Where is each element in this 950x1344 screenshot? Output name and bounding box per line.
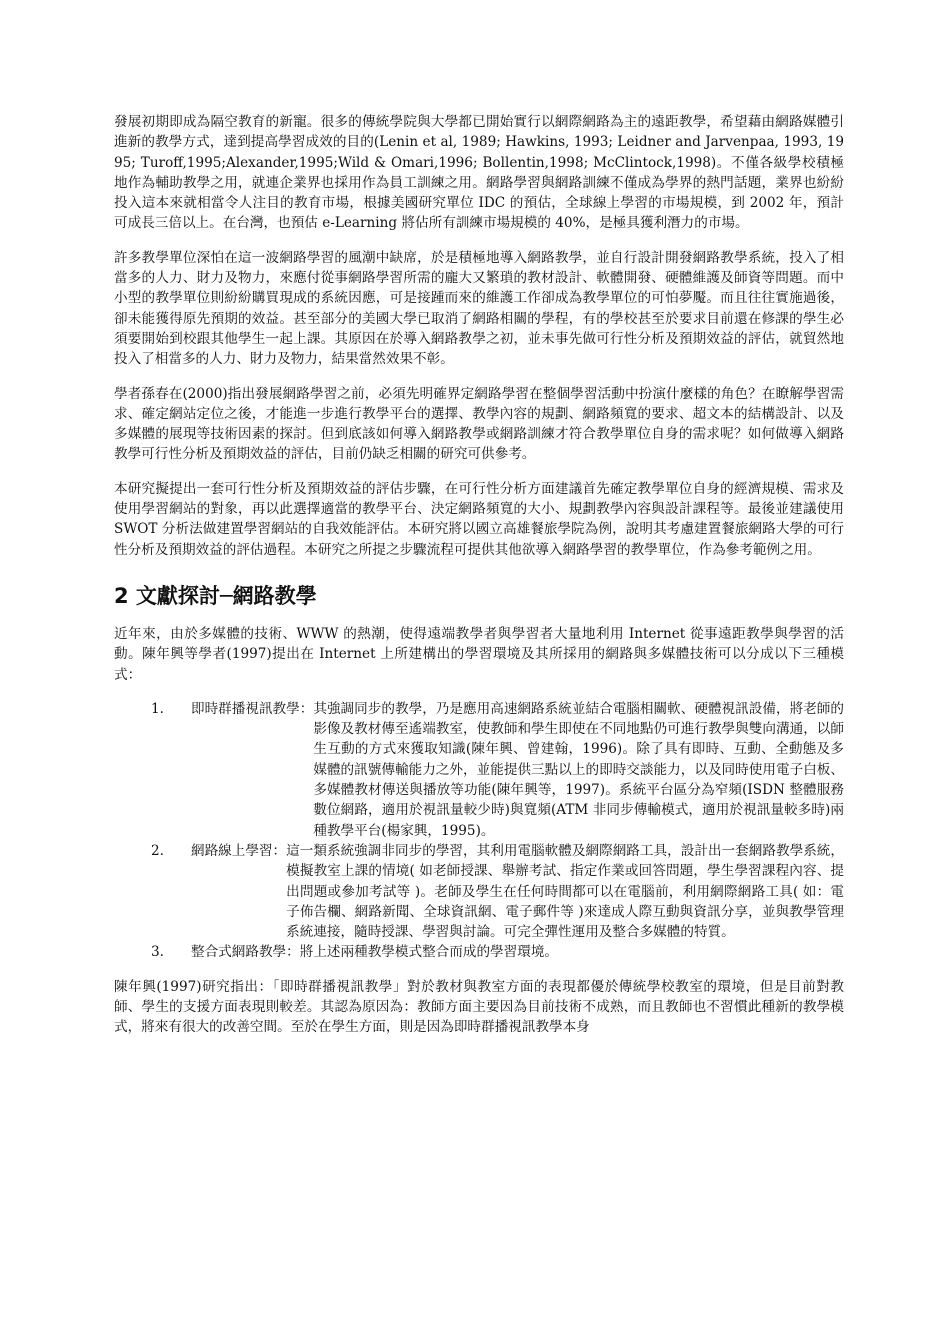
list-item [151,942,844,962]
document-page [114,112,844,1052]
section-intro: 近年來，由於多媒體的技術、WWW 的熱潮，使得遠端教學者與學習者大量地利用 Internet 從事遠距教學與學習的活動。陳年興等學者(1997)提出在 Internet 上所建構出的學習環境及其所採用的網路與多媒體技術可以分成以下三種模式： [114,625,844,683]
mode-list [114,699,844,963]
list-number: 2. [151,842,164,859]
list-description: 其強調同步的教學，乃是應用高速網路系統並結合電腦相關軟、硬體視訊設備，將老師的影像及教材傳至遙端教室，使教師和學生即使在不同地點仍可進行教學與雙向溝通，以師生互動的方式來獲取知識(陳年興、曾建翰，1996)。除了具有即時、互動、全動態及多媒體的訊號傳輸能力之外，並能提供三點以上的即時交談能力，以及同時使用電子白板、多媒體教材傳送與播放等功能(陳年興等，1997)。系統平台區分為窄頻(ISDN 整體服務數位網路，適用於視訊量較少時)與寬頻(ATM 非同步傳輸模式，適用於視訊量較多時)兩種教學平台(楊家興，1995)。 [313,700,844,839]
paragraph-problem: 許多教學單位深怕在這一波網路學習的風潮中缺席，於是積極地導入網路教學，並自行設計開發網路教學系統，投入了相當多的人力、財力及物力，來應付從事網路學習所需的龐大又繁瑣的教材設計、軟體開發、硬體維護及師資等問題。而中小型的教學單位則紛紛購買現成的系統因應，可是接踵而來的維護工作卻成為教學單位的可怕夢魘。而且往往實施過後，卻未能獲得原先預期的效益。甚至部分的美國大學已取消了網路相關的學程，有的學校甚至於要求目前還在修課的學生必須要開始到校跟其他學生一起上課。其原因在於導入網路教學之初，並未事先做可行性分析及預期效益的評估，就貿然地投入了相當多的人力、財力及物力，結果當然效果不彰。 [114,249,844,368]
paragraph-closing: 陳年興(1997)研究指出：「即時群播視訊教學」對於教材與教室方面的表現都優於傳統學校教室的環境，但是目前對教師、學生的支援方面表現則較差。其認為原因為：教師方面主要因為目前技術不成熟，而且教師也不習慣此種新的教學模式，將來有很大的改善空間。至於在學生方面，則是因為即時群播視訊教學本身 [114,978,844,1036]
list-term: 即時群播視訊教學： [191,700,314,717]
paragraph-purpose: 本研究擬提出一套可行性分析及預期效益的評估步驟，在可行性分析方面建議首先確定教學單位自身的經濟規模、需求及使用學習網站的對象，再以此選擇適當的教學平台、決定網路頻寬的大小、規劃教學內容與設計課程等。最後並建議使用 SWOT 分析法做建置學習網站的自我效能評估。本研究將以國立高雄餐旅學院為例，說明其考慮建置餐旅網路大學的可行性分析及預期效益的評估過程。本研究之所提之步驟流程可提供其他欲導入網路學習的教學單位，作為參考範例之用。 [114,480,844,558]
paragraph-intro: 發展初期即成為隔空教育的新寵。很多的傳統學院與大學都已開始實行以網際網路為主的遠距教學，希望藉由網路媒體引進新的教學方式，達到提高學習成效的目的(Lenin et al, 1989; Hawkins, 1993; Leidner and Jarvenpaa, 1993, 1995; Turoff,1995;Alexander,1995;Wild & Omari,1996; Bollentin,1998; McClintock,1998)。不僅各級學校積極地作為輔助教學之用，就連企業界也採用作為員工訓練之用。網路學習與網路訓練不僅成為學界的熱門話題，業界也紛紛投入這本來就相當令人注目的教育市場，根據美國研究單位 IDC 的預估，全球線上學習的市場規模，到 2002 年，預計可成長三倍以上。在台灣，也預估 e-Learning 將佔所有訓練市場規模的 40%，是極具獲利潛力的市場。 [114,114,844,232]
list-term: 整合式網路教學： [191,944,300,961]
list-number: 3. [151,944,164,961]
list-description: 將上述兩種教學模式整合而成的學習環境。 [299,944,559,961]
section-heading: 2 文獻探討─網路教學 [114,583,317,608]
list-item [151,841,844,942]
paragraph-scholar: 學者孫春在(2000)指出發展網路學習之前，必須先明確界定網路學習在整個學習活動中扮演什麼樣的角色？在瞭解學習需求、確定網站定位之後，才能進一步進行教學平台的選擇、教學內容的規劃、網路頻寬的要求、超文本的結構設計、以及多媒體的展現等技術因素的探討。但到底該如何導入網路教學或網路訓練才符合教學單位自身的需求呢？如何做導入網路教學可行性分析及預期效益的評估，目前仍缺乏相關的研究可供參考。 [114,385,844,463]
list-item [151,699,844,841]
list-term: 網路線上學習： [191,842,287,859]
list-number: 1. [151,700,164,717]
list-description: 這一類系統強調非同步的學習，其利用電腦軟體及網際網路工具，設計出一套網路教學系統，模擬教室上課的情境( 如老師授課、舉辦考試、指定作業或回答問題，學生學習課程內容、提出問題或參加考試等 )。老師及學生在任何時間都可以在電腦前，利用網際網路工具( 如：電子佈告欄、網路新聞、全球資訊網、電子郵件等 )來達成人際互動與資訊分享，並與教學管理系統連接，隨時授課、學習與討論。可完全彈性運用及整合多媒體的特質。 [286,842,844,941]
